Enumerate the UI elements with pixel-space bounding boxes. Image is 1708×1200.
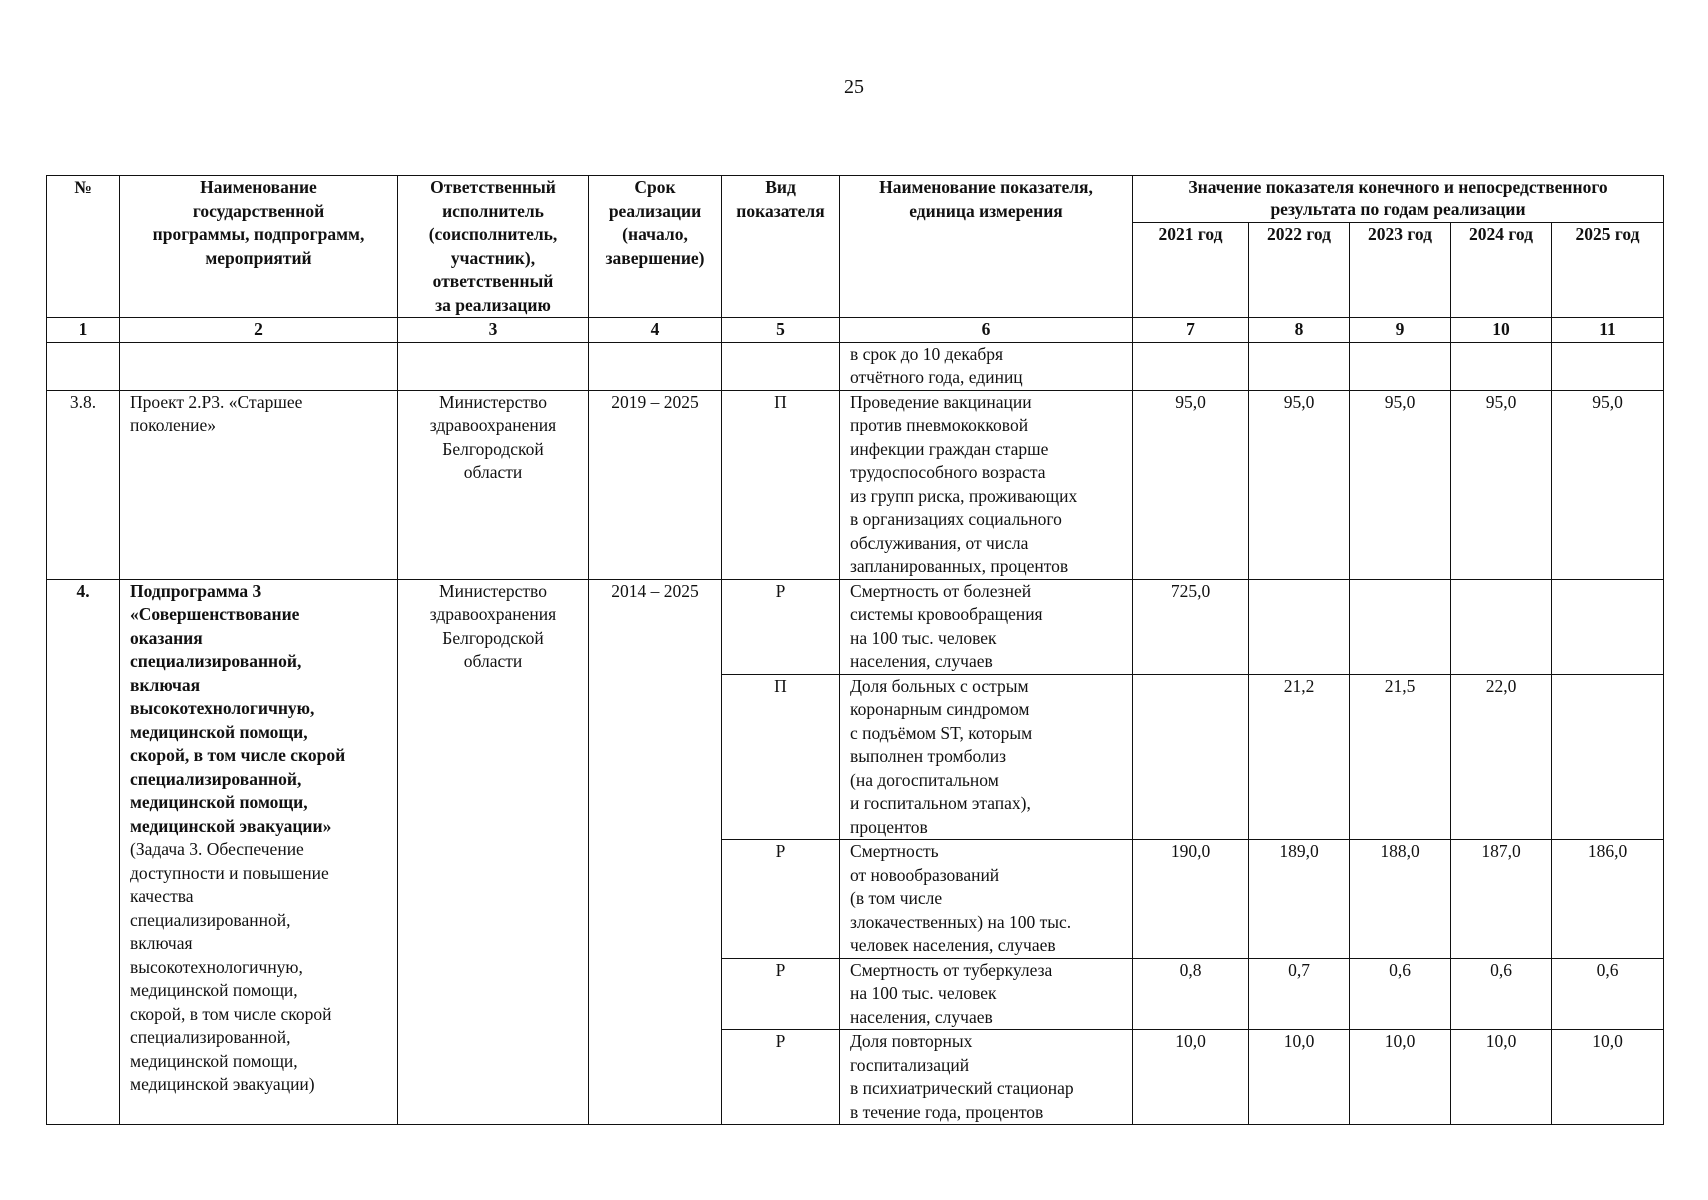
row-indicator-type [722, 342, 840, 390]
column-number: 6 [840, 318, 1133, 343]
column-number: 3 [398, 318, 589, 343]
row-value-2021 [1133, 342, 1249, 390]
row-value-2021 [1133, 674, 1249, 840]
row-indicator-name: Смертность от туберкулеза на 100 тыс. человек населения, случаев [840, 958, 1133, 1030]
row-value-2022: 21,2 [1249, 674, 1350, 840]
row-value-2021: 0,8 [1133, 958, 1249, 1030]
row-value-2021: 10,0 [1133, 1030, 1249, 1125]
row-indicator-name: Доля повторных госпитализаций в психиатрический стационар в течение года, процентов [840, 1030, 1133, 1125]
row-value-2021: 95,0 [1133, 390, 1249, 579]
row-value-2024: 0,6 [1451, 958, 1552, 1030]
row-value-2024: 10,0 [1451, 1030, 1552, 1125]
header-period: Срок реализации (начало, завершение) [589, 176, 722, 318]
column-number: 1 [47, 318, 120, 343]
column-number: 4 [589, 318, 722, 343]
row-value-2022: 10,0 [1249, 1030, 1350, 1125]
page-number: 25 [844, 76, 864, 98]
row-value-2025 [1552, 674, 1664, 840]
row-indicator-type: Р [722, 958, 840, 1030]
row-indicator-name: Смертность от новообразований (в том числе злокачественных) на 100 тыс. человек населения, случаев [840, 840, 1133, 959]
row-value-2024: 22,0 [1451, 674, 1552, 840]
indicators-table [46, 175, 1664, 1125]
row-program-name [120, 579, 398, 1125]
column-number: 11 [1552, 318, 1664, 343]
table-row [47, 390, 1664, 579]
row-value-2022: 189,0 [1249, 840, 1350, 959]
header-year-2024: 2024 год [1451, 223, 1552, 318]
row-value-2022: 0,7 [1249, 958, 1350, 1030]
column-number: 7 [1133, 318, 1249, 343]
row-num [47, 342, 120, 390]
row-value-2023 [1350, 579, 1451, 674]
row-value-2023: 188,0 [1350, 840, 1451, 959]
row-value-2022 [1249, 579, 1350, 674]
column-number: 8 [1249, 318, 1350, 343]
column-number: 9 [1350, 318, 1451, 343]
table-row [47, 579, 1664, 674]
row-value-2025: 10,0 [1552, 1030, 1664, 1125]
table-row [47, 342, 1664, 390]
row-program-name [120, 342, 398, 390]
row-executor [398, 342, 589, 390]
row-value-2024: 187,0 [1451, 840, 1552, 959]
row-num: 4. [47, 579, 120, 1125]
row-value-2021: 725,0 [1133, 579, 1249, 674]
row-value-2023: 95,0 [1350, 390, 1451, 579]
row-value-2022: 95,0 [1249, 390, 1350, 579]
row-value-2023: 10,0 [1350, 1030, 1451, 1125]
row-value-2023: 0,6 [1350, 958, 1451, 1030]
column-numbers-row [47, 318, 1664, 343]
row-value-2022 [1249, 342, 1350, 390]
header-indicator-type: Вид показателя [722, 176, 840, 318]
row-executor: Министерство здравоохранения Белгородской области [398, 579, 589, 1125]
row-program-name: Проект 2.Р3. «Старшее поколение» [120, 390, 398, 579]
row-value-2025: 95,0 [1552, 390, 1664, 579]
row-indicator-name: Проведение вакцинации против пневмококковой инфекции граждан старше трудоспособного возраста из групп риска, проживающих в организациях социального обслуживания, от числа запланированных, процентов [840, 390, 1133, 579]
row-period: 2019 – 2025 [589, 390, 722, 579]
column-number: 5 [722, 318, 840, 343]
row-value-2025 [1552, 579, 1664, 674]
row-indicator-type: Р [722, 579, 840, 674]
header-year-2025: 2025 год [1552, 223, 1664, 318]
header-year-2022: 2022 год [1249, 223, 1350, 318]
header-num: № [47, 176, 120, 318]
column-number: 2 [120, 318, 398, 343]
row-indicator-type: Р [722, 1030, 840, 1125]
row-indicator-name: в срок до 10 декабря отчётного года, единиц [840, 342, 1133, 390]
row-value-2023 [1350, 342, 1451, 390]
row-value-2023: 21,5 [1350, 674, 1451, 840]
row-value-2024 [1451, 579, 1552, 674]
row-indicator-type: П [722, 390, 840, 579]
header-values-group: Значение показателя конечного и непосредственного результата по годам реализации [1133, 176, 1664, 223]
row-value-2025 [1552, 342, 1664, 390]
row-num: 3.8. [47, 390, 120, 579]
row-value-2024: 95,0 [1451, 390, 1552, 579]
subprogram-title: Подпрограмма 3 «Совершенствование оказания специализированной, включая высокотехнологичную, медицинской помощи, скорой, в том числе скорой специализированной, медицинской помощи, медицинской эвакуации» [130, 580, 346, 836]
subprogram-task: (Задача 3. Обеспечение доступности и повышение качества специализированной, включая высокотехнологичную, медицинской помощи, скорой, в том числе скорой специализированной, медицинской помощи, медицинской эвакуации) [130, 839, 332, 1094]
row-executor: Министерство здравоохранения Белгородской области [398, 390, 589, 579]
header-year-2021: 2021 год [1133, 223, 1249, 318]
row-indicator-name: Доля больных с острым коронарным синдромом с подъёмом ST, которым выполнен тромболиз (на догоспитальном и госпитальном этапах), процентов [840, 674, 1133, 840]
row-value-2024 [1451, 342, 1552, 390]
header-year-2023: 2023 год [1350, 223, 1451, 318]
row-value-2021: 190,0 [1133, 840, 1249, 959]
header-row-1 [47, 176, 1664, 223]
header-program-name: Наименование государственной программы, подпрограмм, мероприятий [120, 176, 398, 318]
row-value-2025: 186,0 [1552, 840, 1664, 959]
row-period: 2014 – 2025 [589, 579, 722, 1125]
column-number: 10 [1451, 318, 1552, 343]
row-indicator-type: П [722, 674, 840, 840]
row-period [589, 342, 722, 390]
row-indicator-type: Р [722, 840, 840, 959]
row-indicator-name: Смертность от болезней системы кровообращения на 100 тыс. человек населения, случаев [840, 579, 1133, 674]
header-executor: Ответственный исполнитель (соисполнитель, участник), ответственный за реализацию [398, 176, 589, 318]
header-indicator-name: Наименование показателя, единица измерения [840, 176, 1133, 318]
row-value-2025: 0,6 [1552, 958, 1664, 1030]
